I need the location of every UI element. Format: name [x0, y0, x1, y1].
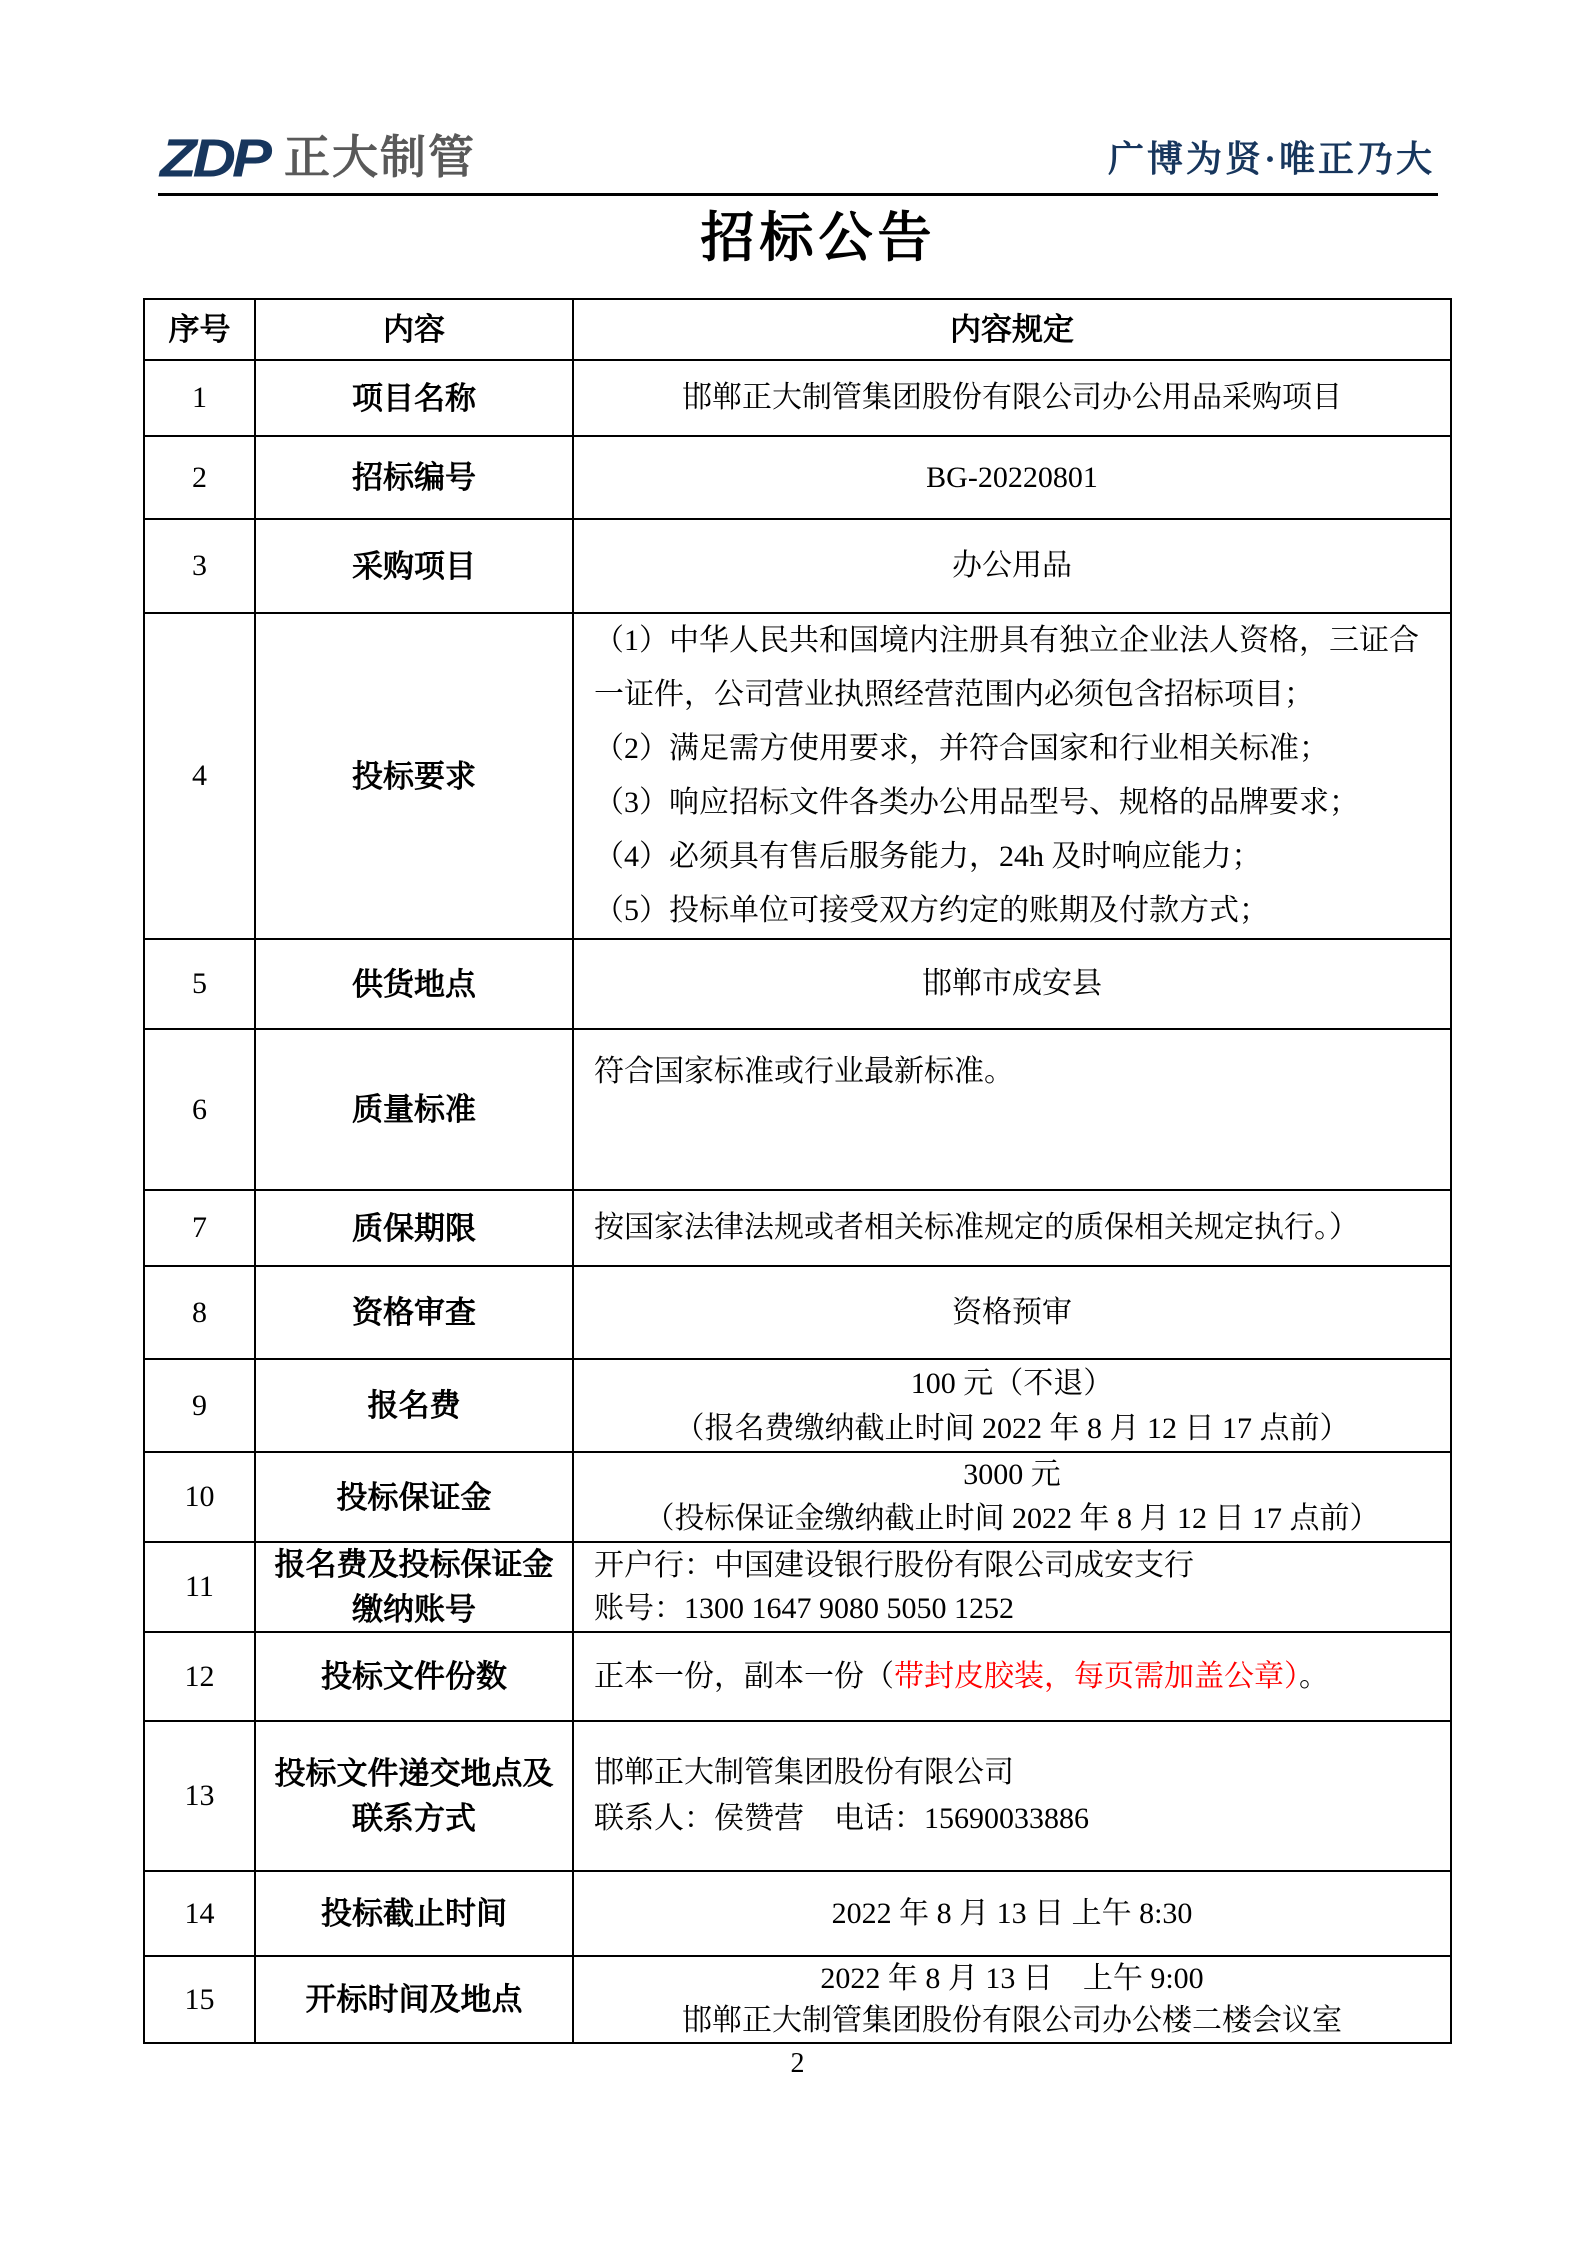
content-line	[820, 1958, 1203, 2000]
table-row	[145, 1028, 1450, 1189]
row-number-text: 5	[192, 967, 207, 1000]
content-segment: 邯郸正大制管集团股份有限公司办公楼二楼会议室	[682, 2003, 1342, 2037]
row-label-cell	[254, 1191, 574, 1265]
row-number-cell	[145, 940, 254, 1028]
row-number-cell	[145, 1030, 254, 1189]
bid-table	[143, 298, 1452, 2044]
row-content-cell	[574, 614, 1450, 938]
content-line	[675, 1406, 1350, 1451]
row-label-cell	[254, 1453, 574, 1541]
column-header-content-text: 内容	[383, 312, 445, 347]
page-header	[160, 118, 1435, 189]
content-line	[594, 668, 1314, 722]
content-segment: （投标保证金缴纳截止时间 2022 年 8 月 12 日 17 点前）	[644, 1502, 1380, 1535]
row-number-text: 9	[192, 1388, 207, 1422]
content-segment: 邯郸正大制管集团股份有限公司办公用品采购项目	[682, 381, 1342, 414]
label-line: 投标文件份数	[321, 1659, 507, 1694]
company-name-text: 正大制管	[284, 131, 476, 183]
content-line	[952, 544, 1072, 588]
content-segment: 2022 年 8 月 13 日 上午 9:00	[820, 1961, 1204, 1995]
table-row	[145, 1955, 1450, 2042]
table-row	[145, 518, 1450, 612]
row-number-cell	[145, 1267, 254, 1358]
content-line	[594, 614, 1419, 668]
label-line: 质量标准	[352, 1092, 476, 1127]
row-number-text: 2	[192, 460, 207, 494]
content-segment: 邯郸正大制管集团股份有限公司	[594, 1756, 1014, 1789]
row-number-cell	[145, 1633, 254, 1720]
content-line	[594, 1655, 1329, 1699]
row-content-cell	[574, 1543, 1450, 1631]
label-line: 招标编号	[352, 460, 476, 495]
content-segment: （3）响应招标文件各类办公用品型号、规格的品牌要求；	[594, 786, 1359, 819]
table-row	[145, 1451, 1450, 1541]
row-number-cell	[145, 1872, 254, 1955]
label-line: 投标保证金	[336, 1479, 492, 1515]
row-content-cell	[574, 1360, 1450, 1451]
row-content-cell	[574, 1453, 1450, 1541]
table-row	[145, 1720, 1450, 1870]
label-line: 项目名称	[352, 380, 476, 416]
table-row	[145, 612, 1450, 938]
label-line: 开标时间及地点	[305, 1982, 523, 2017]
column-header-content	[254, 300, 574, 359]
content-line	[594, 1587, 1014, 1630]
row-number-text: 8	[192, 1295, 207, 1329]
row-label-cell	[254, 520, 574, 612]
content-segment: （1）中华人民共和国境内注册具有独立企业法人资格，三证合	[594, 624, 1419, 657]
content-line	[832, 1892, 1193, 1936]
content-segment: 2022 年 8 月 13 日 上午 8:30	[831, 1896, 1193, 1930]
row-number-text: 11	[185, 1570, 214, 1603]
company-logo	[160, 127, 476, 189]
row-number-cell	[145, 437, 254, 518]
content-segment: 正本一份，副本一份（	[594, 1659, 894, 1693]
row-number-cell	[145, 361, 254, 435]
row-number-cell	[145, 1191, 254, 1265]
content-line	[682, 376, 1342, 420]
label-line: 报名费	[367, 1388, 461, 1423]
row-number-cell	[145, 1722, 254, 1870]
content-segment: （5）投标单位可接受双方约定的账期及付款方式；	[594, 894, 1269, 927]
content-segment: 3000 元	[963, 1458, 1061, 1491]
content-line	[911, 1361, 1114, 1406]
content-segment: 办公用品	[952, 549, 1072, 582]
label-line: 报名费及投标保证金	[274, 1547, 554, 1582]
label-line: 质保期限	[352, 1210, 476, 1246]
header-divider	[158, 193, 1438, 196]
row-number-text: 6	[192, 1092, 207, 1126]
row-content-cell	[574, 437, 1450, 518]
content-segment: 。	[1299, 1659, 1329, 1693]
row-label-cell	[254, 437, 574, 518]
content-line	[594, 1544, 1194, 1587]
document-title: 招标公告	[700, 208, 937, 268]
row-label-cell	[254, 614, 574, 938]
row-label-cell	[254, 1543, 574, 1631]
row-content-cell	[574, 1267, 1450, 1358]
row-number-text: 7	[192, 1211, 207, 1244]
row-label-cell	[254, 1360, 574, 1451]
column-header-spec-text: 内容规定	[950, 311, 1074, 347]
table-row	[145, 938, 1450, 1028]
table-row	[145, 435, 1450, 518]
row-content-cell	[574, 520, 1450, 612]
content-segment: 邯郸市成安县	[922, 967, 1102, 1000]
row-number-cell	[145, 1360, 254, 1451]
label-line: 缴纳账号	[352, 1592, 476, 1627]
table-row	[145, 1541, 1450, 1631]
content-line	[594, 830, 1262, 884]
content-segment: 一证件，公司营业执照经营范围内必须包含招标项目；	[594, 678, 1314, 711]
label-line: 采购项目	[352, 548, 476, 584]
row-number-cell	[145, 520, 254, 612]
row-label-cell	[254, 1030, 574, 1189]
content-line	[594, 1750, 1014, 1796]
table-row	[145, 359, 1450, 435]
content-line	[926, 456, 1098, 500]
row-label-cell	[254, 1872, 574, 1955]
content-line	[594, 1050, 1014, 1094]
table-row	[145, 1631, 1450, 1720]
content-line	[594, 1796, 1089, 1842]
zdp-logo-mark: ZDP	[160, 127, 268, 189]
row-number-text: 14	[184, 1896, 215, 1930]
content-line	[594, 884, 1269, 938]
content-line	[594, 722, 1329, 776]
row-label-cell	[254, 1722, 574, 1870]
row-number-text: 1	[192, 381, 207, 414]
content-segment: 带封皮胶装，每页需加盖公章）	[894, 1659, 1299, 1693]
page-number: 2	[790, 2048, 805, 2079]
row-number-cell	[145, 614, 254, 938]
row-number-text: 13	[184, 1779, 215, 1812]
content-line	[594, 1206, 1359, 1250]
content-line	[682, 2000, 1342, 2042]
row-label-cell	[254, 1267, 574, 1358]
content-segment: （2）满足需方使用要求，并符合国家和行业相关标准；	[594, 732, 1329, 765]
content-line	[952, 1291, 1072, 1335]
row-content-cell	[574, 1030, 1450, 1189]
row-label-cell	[254, 1633, 574, 1720]
content-line	[963, 1453, 1061, 1497]
label-line: 投标要求	[352, 758, 476, 794]
content-segment: 100 元（不退）	[910, 1366, 1114, 1400]
column-header-spec	[574, 300, 1450, 359]
row-number-text: 4	[192, 759, 207, 792]
row-number-text: 15	[184, 1982, 215, 2016]
row-label-cell	[254, 940, 574, 1028]
table-header-row	[145, 300, 1450, 359]
column-header-no-text: 序号	[168, 312, 231, 347]
company-slogan: 广博为贤·唯正乃大	[1107, 139, 1435, 179]
content-segment: 开户行：中国建设银行股份有限公司成安支行	[594, 1549, 1194, 1582]
row-content-cell	[574, 361, 1450, 435]
table-row	[145, 1265, 1450, 1358]
row-number-cell	[145, 1543, 254, 1631]
table-row	[145, 1358, 1450, 1451]
row-number-text: 12	[184, 1659, 215, 1693]
row-content-cell	[574, 1633, 1450, 1720]
content-segment: 资格预审	[952, 1295, 1072, 1329]
label-line: 联系方式	[352, 1801, 476, 1836]
label-line: 投标文件递交地点及	[274, 1756, 554, 1791]
row-number-text: 3	[192, 549, 207, 582]
label-line: 供货地点	[352, 966, 476, 1002]
row-label-cell	[254, 1957, 574, 2042]
content-segment: 按国家法律法规或者相关标准规定的质保相关规定执行。）	[594, 1211, 1359, 1244]
content-line	[594, 776, 1359, 830]
row-number-cell	[145, 1453, 254, 1541]
table-row	[145, 1189, 1450, 1265]
label-line: 资格审查	[352, 1295, 476, 1330]
content-segment: （报名费缴纳截止时间 2022 年 8 月 12 日 17 点前）	[674, 1411, 1350, 1445]
row-number-text: 10	[184, 1480, 215, 1513]
content-segment: （4）必须具有售后服务能力，24h 及时响应能力；	[594, 840, 1262, 873]
row-number-cell	[145, 1957, 254, 2042]
row-content-cell	[574, 940, 1450, 1028]
content-segment: BG-20220801	[926, 460, 1098, 494]
row-content-cell	[574, 1722, 1450, 1870]
content-line	[645, 1497, 1380, 1541]
row-label-cell	[254, 361, 574, 435]
row-content-cell	[574, 1957, 1450, 2042]
label-line: 投标截止时间	[321, 1896, 507, 1931]
row-content-cell	[574, 1872, 1450, 1955]
content-segment: 账号：1300 1647 9080 5050 1252	[594, 1592, 1014, 1625]
content-line	[922, 962, 1102, 1006]
row-content-cell	[574, 1191, 1450, 1265]
content-segment: 联系人：侯赞营 电话：15690033886	[594, 1802, 1089, 1835]
content-segment: 符合国家标准或行业最新标准。	[594, 1055, 1014, 1088]
column-header-no	[145, 300, 254, 359]
table-row	[145, 1870, 1450, 1955]
